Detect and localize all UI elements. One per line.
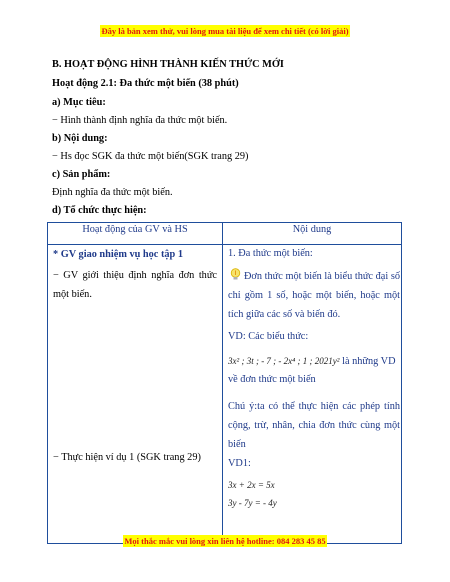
definition-text: Đơn thức một biến là biểu thức đại số chỉ gồm 1 số, hoặc một biến, hoặc một tích giữa các số và biến đó. (228, 271, 400, 320)
equation-2: 3y - 7y = - 4y (228, 498, 277, 508)
table-row (48, 245, 402, 544)
equation-1: 3x + 2x = 5x (228, 480, 275, 490)
vd-line2: về đơn thức một biến (228, 374, 316, 385)
vd-label: VD: Các biểu thức: (228, 331, 309, 342)
table-header-row (48, 223, 402, 245)
activity-title: Hoạt động 2.1: Đa thức một biến (38 phút) (52, 78, 239, 89)
task-label: * GV giao nhiệm vụ học tập 1 (53, 249, 183, 260)
footer-banner: Mọi thắc mắc vui lòng xin liên hệ hotline: 084 283 45 85 (124, 536, 326, 546)
section-title: B. HOẠT ĐỘNG HÌNH THÀNH KIẾN THỨC MỚI (52, 59, 284, 70)
product-text: Định nghĩa đa thức một biến. (52, 187, 173, 198)
content-text: − Hs đọc SGK đa thức một biến(SGK trang 29) (52, 151, 249, 162)
intro-text: − GV giới thiệu định nghĩa đơn thức một biến. (53, 270, 217, 300)
note-text: Chú ý:ta có thể thực hiện các phép tính cộng, trừ, nhân, chia đơn thức cùng một biến (228, 401, 400, 450)
vd-expression: 3x² ; 3t ; - 7 ; - 2x⁴ ; 1 ; 2021y² (228, 356, 340, 366)
org-heading: d) Tổ chức thực hiện: (52, 205, 147, 216)
left-cell (48, 245, 223, 544)
goal-text: − Hình thành định nghĩa đa thức một biến. (52, 115, 228, 126)
vd-suffix: là những VD (342, 356, 396, 367)
vd-line (228, 356, 396, 367)
col-header-content: Nội dung (223, 223, 402, 245)
right-cell (223, 245, 402, 544)
example-text: − Thực hiện ví dụ 1 (SGK trang 29) (53, 452, 201, 463)
vd1-label: VD1: (228, 458, 251, 469)
col-header-activity: Hoạt động của GV và HS (48, 223, 223, 245)
item-title: 1. Đa thức một biến: (228, 248, 313, 259)
goal-heading: a) Mục tiêu: (52, 97, 106, 108)
product-heading: c) Sản phẩm: (52, 169, 111, 180)
header-banner: Đây là bản xem thử, vui lòng mua tài liệu để xem chi tiết (có lời giải) (101, 26, 349, 36)
activity-table (47, 222, 402, 544)
content-heading: b) Nội dung: (52, 133, 108, 144)
